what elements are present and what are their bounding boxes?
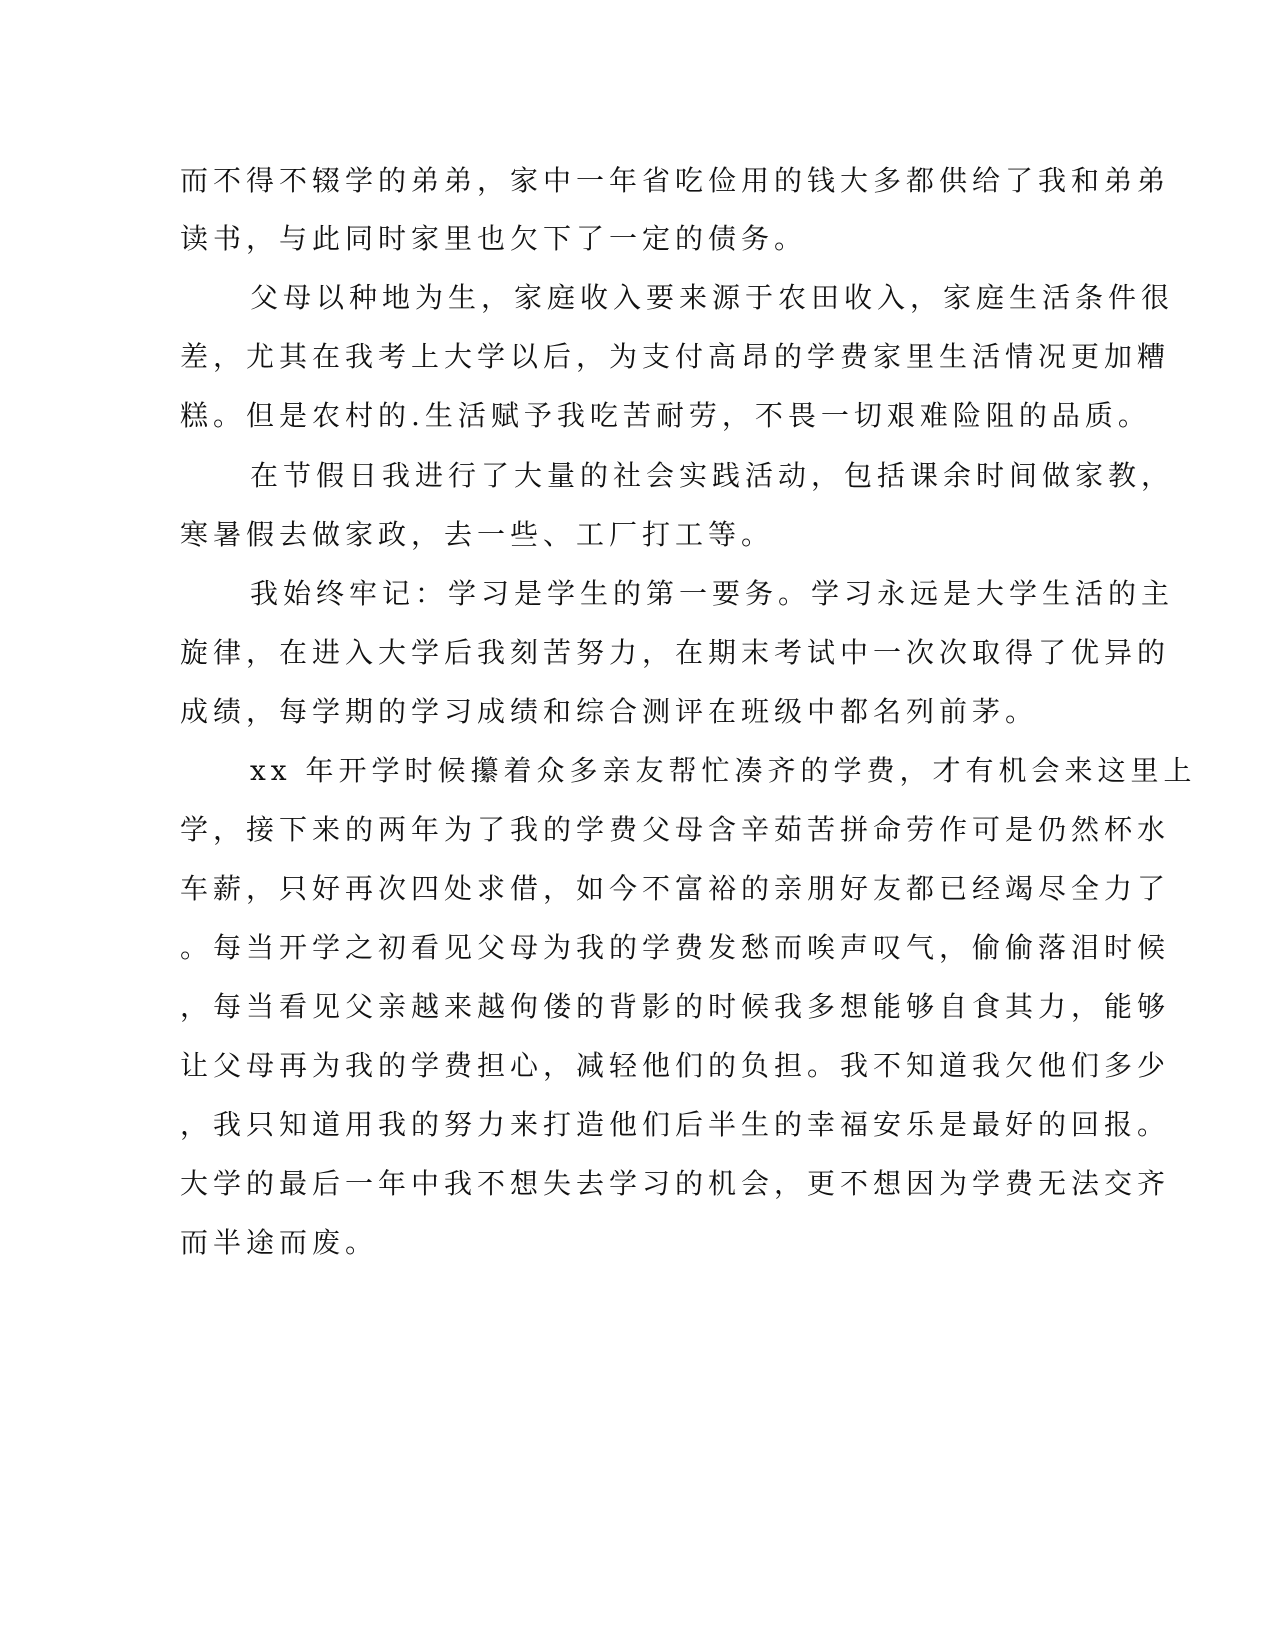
text-line: 让父母再为我的学费担心，减轻他们的负担。我不知道我欠他们多少: [180, 1049, 1171, 1082]
text-line: 学，接下来的两年为了我的学费父母含辛茹苦拼命劳作可是仍然杯水: [180, 813, 1171, 846]
text-line: 旋律，在进入大学后我刻苦努力，在期末考试中一次次取得了优异的: [180, 636, 1171, 669]
text-line: 父母以种地为生，家庭收入要来源于农田收入，家庭生活条件很: [250, 281, 1175, 314]
text-line: 差，尤其在我考上大学以后，为支付高昂的学费家里生活情况更加糟: [180, 340, 1171, 373]
text-line: 读书，与此同时家里也欠下了一定的债务。: [180, 222, 808, 255]
text-line: ，每当看见父亲越来越佝偻的背影的时候我多想能够自食其力，能够: [180, 990, 1171, 1023]
text-line: 。每当开学之初看见父母为我的学费发愁而唉声叹气，偷偷落泪时候: [180, 931, 1171, 964]
text-line: 而不得不辍学的弟弟，家中一年省吃俭用的钱大多都供给了我和弟弟: [180, 164, 1171, 197]
text-line: ，我只知道用我的努力来打造他们后半生的幸福安乐是最好的回报。: [180, 1108, 1171, 1141]
text-line: xx 年开学时候攥着众多亲友帮忙凑齐的学费，才有机会来这里上: [250, 754, 1197, 787]
text-line: 大学的最后一年中我不想失去学习的机会，更不想因为学费无法交齐: [180, 1167, 1171, 1200]
text-line: 车薪，只好再次四处求借，如今不富裕的亲朋好友都已经竭尽全力了: [180, 872, 1171, 905]
text-line: 寒暑假去做家政，去一些、工厂打工等。: [180, 518, 775, 551]
text-line: 在节假日我进行了大量的社会实践活动，包括课余时间做家教，: [250, 459, 1175, 492]
text-line: 而半途而废。: [180, 1226, 379, 1259]
text-line: 成绩，每学期的学习成绩和综合测评在班级中都名列前茅。: [180, 695, 1039, 728]
text-line: 糕。但是农村的.生活赋予我吃苦耐劳，不畏一切艰难险阻的品质。: [180, 399, 1151, 432]
text-line: 我始终牢记：学习是学生的第一要务。学习永远是大学生活的主: [250, 577, 1175, 610]
